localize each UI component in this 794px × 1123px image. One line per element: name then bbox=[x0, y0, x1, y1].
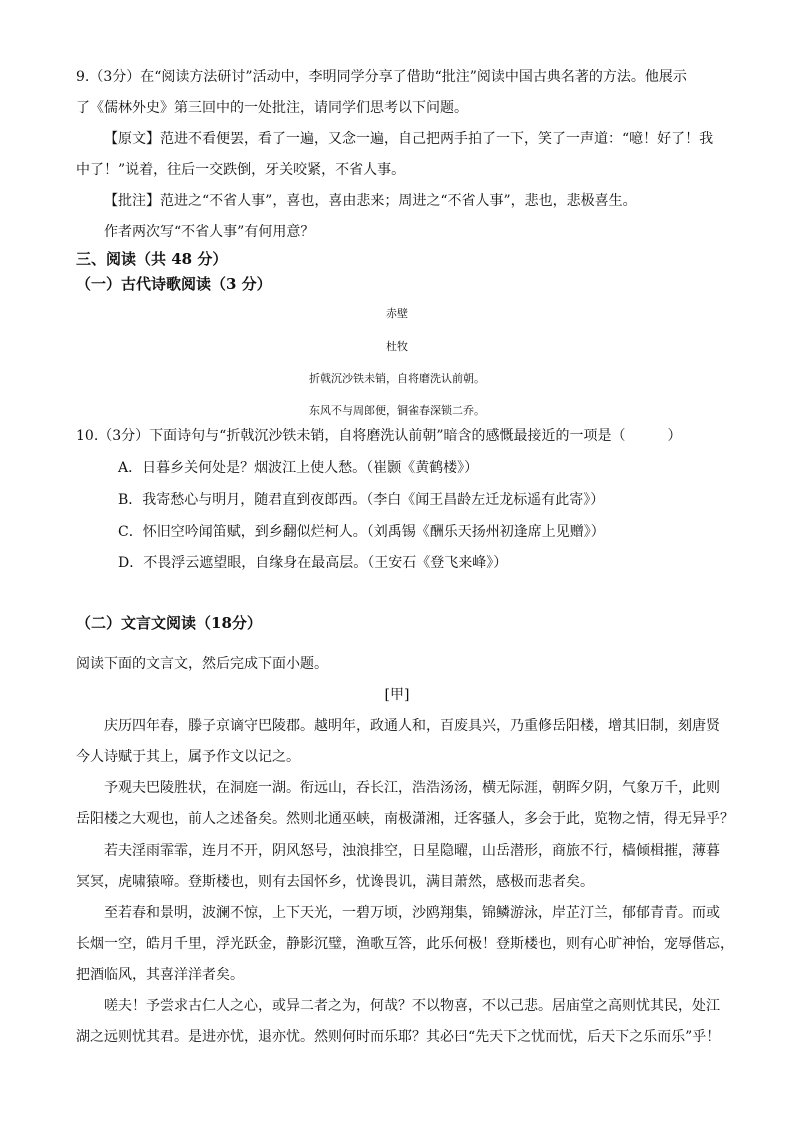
q10-option-d: D．不畏浮云遮望眼，自缘身在最高层。（王安石《登飞来峰》） bbox=[118, 555, 508, 571]
passage-line: 若夫淫雨霏霏，连月不开，阴风怒号，浊浪排空，日星隐曜，山岳潜形，商旅不行，樯倾楫摧，薄暮 bbox=[104, 843, 720, 859]
q9-question: 作者两次写“不省人事”有何用意？ bbox=[104, 224, 315, 240]
q9-original-text-2: 中了！”说着，往后一交跌倒，牙关咬紧，不省人事。 bbox=[76, 162, 406, 178]
section-3-part-1-title: （一）古代诗歌阅读（3 分） bbox=[76, 275, 272, 293]
q9-original-text-1: 【原文】范进不看便罢，看了一遍，又念一遍，自己把两手拍了一下，笑了一声道：“噫！好了！我 bbox=[104, 131, 714, 147]
part-2-intro: 阅读下面的文言文，然后完成下面小题。 bbox=[76, 656, 328, 672]
passage-line: 长烟一空，皓月千里，浮光跃金，静影沉璧，渔歌互答，此乐何极！登斯楼也，则有心旷神怡，宠辱偕忘， bbox=[76, 936, 734, 952]
q9-annotation: 【批注】范进之“不省人事”，喜也，喜由悲来；周进之“不省人事”，悲也，悲极喜生。 bbox=[104, 193, 637, 209]
passage-label: [甲] bbox=[384, 687, 410, 703]
passage-line: 今人诗赋于其上，属予作文以记之。 bbox=[76, 749, 300, 765]
part-2-title: （二）文言文阅读（18分） bbox=[76, 614, 262, 632]
passage-line: 嗟夫！予尝求古仁人之心，或异二者之为，何哉？不以物喜，不以己悲。居庙堂之高则忧其民，处江 bbox=[104, 998, 720, 1014]
passage-line: 把酒临风，其喜洋洋者矣。 bbox=[76, 967, 244, 983]
q10-option-c: C．怀旧空吟闻笛赋，到乡翻似烂柯人。（刘禹锡《酬乐天扬州初逢席上见赠》） bbox=[118, 524, 605, 540]
poem-title: 赤壁 bbox=[386, 307, 408, 320]
passage-line: 冥冥，虎啸猿啼。登斯楼也，则有去国怀乡，忧谗畏讥，满目萧然，感极而悲者矣。 bbox=[76, 874, 594, 890]
q10-option-a: A．日暮乡关何处是？烟波江上使人愁。（崔颢《黄鹤楼》） bbox=[118, 460, 479, 476]
poem-line-2: 东风不与周郎便，铜雀春深锁二乔。 bbox=[309, 404, 485, 417]
passage-line: 庆历四年春，滕子京谪守巴陵郡。越明年，政通人和，百废具兴，乃重修岳阳楼，增其旧制，刻唐贤 bbox=[104, 718, 720, 734]
passage-line: 至若春和景明，波澜不惊，上下天光，一碧万顷，沙鸥翔集，锦鳞游泳，岸芷汀兰，郁郁青青。而或 bbox=[104, 905, 720, 921]
passage-line: 岳阳楼之大观也，前人之述备矣。然则北通巫峡，南极潇湘，迁客骚人，多会于此，览物之情，得无异乎？ bbox=[76, 811, 734, 827]
q9-line-1: 9.（3分）在“阅读方法研讨”活动中，李明同学分享了借助“批注”阅读中国古典名著的方法。他展示 bbox=[76, 69, 687, 85]
poem-author: 杜牧 bbox=[386, 340, 408, 353]
poem-line-1: 折戟沉沙铁未销，自将磨洗认前朝。 bbox=[309, 372, 485, 385]
q10-option-b: B．我寄愁心与明月，随君直到夜郎西。（李白《闻王昌龄左迁龙标遥有此寄》） bbox=[118, 492, 605, 508]
q9-line-2: 了《儒林外史》第三回中的一处批注，请同学们思考以下问题。 bbox=[76, 100, 468, 116]
passage-line: 湖之远则忧其君。是进亦忧，退亦忧。然则何时而乐耶？其必曰“先天下之忧而忧，后天下之乐而乐”乎！ bbox=[76, 1029, 721, 1045]
passage-line: 予观夫巴陵胜状，在洞庭一湖。衔远山，吞长江，浩浩汤汤，横无际涯，朝晖夕阴，气象万千，此则 bbox=[104, 780, 720, 796]
q10-stem: 10.（3分）下面诗句与“折戟沉沙铁未销，自将磨洗认前朝”暗含的感慨最接近的一项是（ ） bbox=[76, 428, 682, 444]
section-3-title: 三、阅读（共 48 分） bbox=[76, 250, 228, 268]
